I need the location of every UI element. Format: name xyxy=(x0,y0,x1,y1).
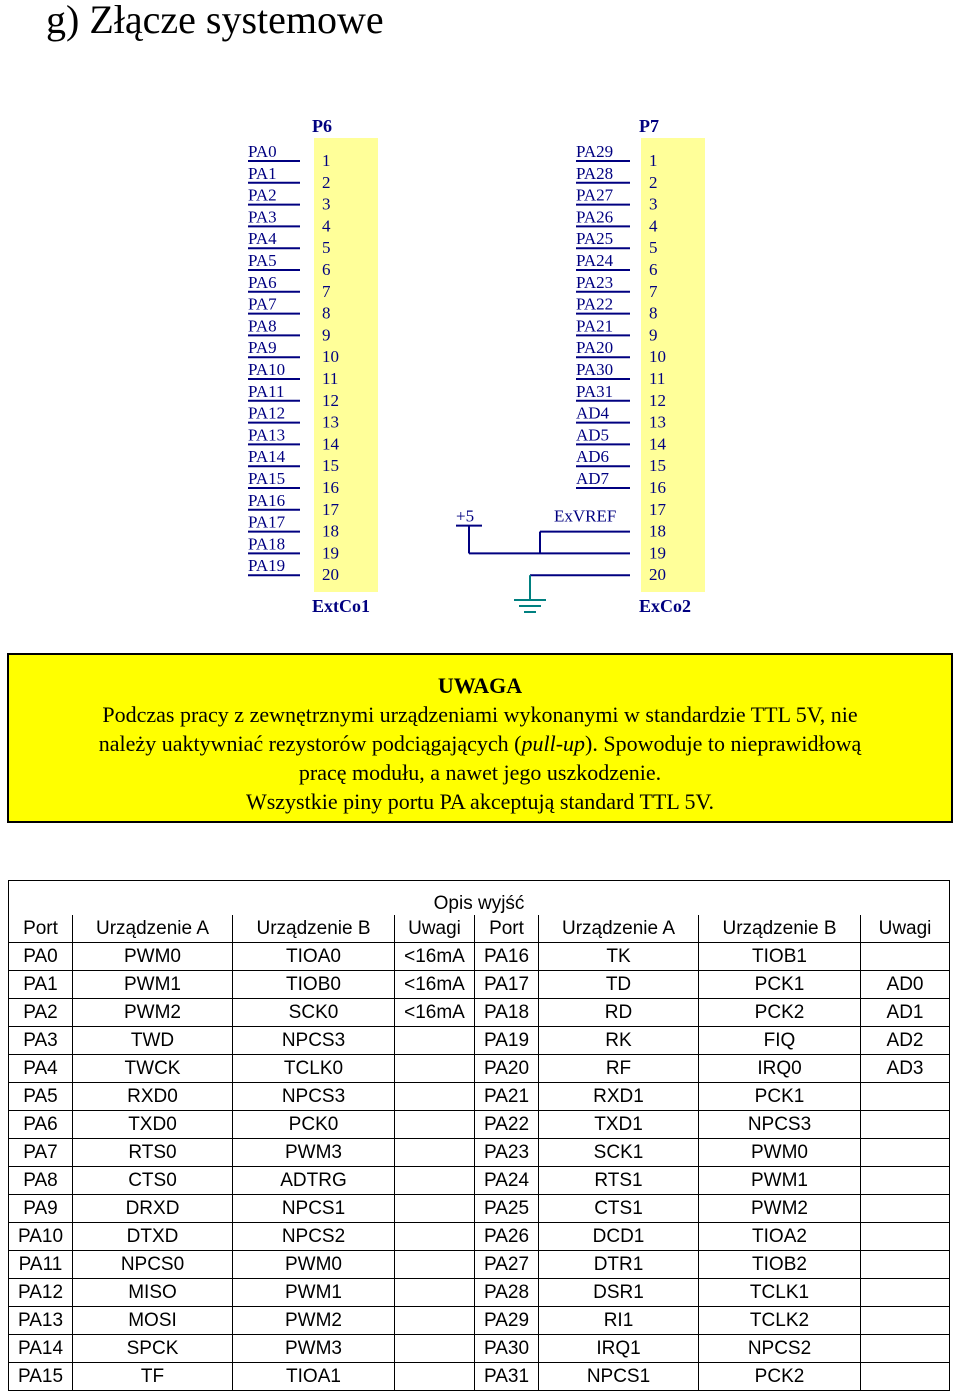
table-row xyxy=(9,1167,950,1195)
table-cell: CTS0 xyxy=(73,1167,233,1195)
table-cell: PCK1 xyxy=(699,1083,861,1111)
header-cell: Urządzenie B xyxy=(233,915,395,943)
table-cell xyxy=(861,1195,950,1223)
table-cell: PA21 xyxy=(475,1083,539,1111)
table-cell xyxy=(861,1111,950,1139)
table-cell xyxy=(395,1363,475,1391)
p7-pin-label: PA26 xyxy=(576,207,614,227)
table-cell: TCLK0 xyxy=(233,1055,395,1083)
p6-pin-label: PA11 xyxy=(248,381,285,401)
table-cell: MISO xyxy=(73,1279,233,1307)
power-wiring xyxy=(456,507,630,612)
table-row xyxy=(9,1279,950,1307)
header-cell: Urządzenie B xyxy=(699,915,861,943)
table-cell: PWM0 xyxy=(73,943,233,971)
table-row xyxy=(9,1083,950,1111)
table-cell: RF xyxy=(539,1055,699,1083)
table-cell xyxy=(395,1055,475,1083)
table-cell: SCK1 xyxy=(539,1139,699,1167)
table-cell: PA8 xyxy=(9,1167,73,1195)
p7-pin-number: 12 xyxy=(649,390,666,410)
table-cell xyxy=(395,1167,475,1195)
table-cell: NPCS0 xyxy=(73,1251,233,1279)
table-row xyxy=(9,1195,950,1223)
table-cell: RK xyxy=(539,1027,699,1055)
p7-pin-label: PA29 xyxy=(576,142,614,161)
table-cell: PA13 xyxy=(9,1307,73,1335)
table-cell xyxy=(861,1167,950,1195)
table-cell: PA3 xyxy=(9,1027,73,1055)
table-cell: TWD xyxy=(73,1027,233,1055)
p6-pin-number: 13 xyxy=(322,412,339,432)
table-cell xyxy=(395,1335,475,1363)
table-row xyxy=(9,1111,950,1139)
table-cell: PA16 xyxy=(475,943,539,971)
table-cell: ADTRG xyxy=(233,1167,395,1195)
table-cell: NPCS3 xyxy=(699,1111,861,1139)
p6-pin-label: PA2 xyxy=(248,185,277,205)
table-cell: IRQ1 xyxy=(539,1335,699,1363)
table-cell: PCK2 xyxy=(699,1363,861,1391)
table-cell: PA11 xyxy=(9,1251,73,1279)
p6-pin-number: 7 xyxy=(322,281,331,301)
p6-pin-number: 20 xyxy=(322,565,339,585)
table-cell: PA19 xyxy=(475,1027,539,1055)
table-cell: PA7 xyxy=(9,1139,73,1167)
p7-pin-number: 3 xyxy=(649,194,658,214)
p6-pin-label: PA19 xyxy=(248,556,286,576)
table-cell: PA2 xyxy=(9,999,73,1027)
table-caption: Opis wyjść xyxy=(9,881,950,916)
p6-pin-label: PA7 xyxy=(248,294,277,314)
table-row xyxy=(9,1055,950,1083)
p6-pin-number: 2 xyxy=(322,172,331,192)
p6-pin-label: PA14 xyxy=(248,447,286,467)
table-row xyxy=(9,1307,950,1335)
p6-pin-number: 8 xyxy=(322,303,331,323)
table-cell: PCK0 xyxy=(233,1111,395,1139)
table-cell: PWM0 xyxy=(233,1251,395,1279)
p6-pin-number: 4 xyxy=(322,216,331,236)
table-cell: CTS1 xyxy=(539,1195,699,1223)
table-cell: <16mA xyxy=(395,971,475,999)
p6-pin-number: 16 xyxy=(322,478,339,497)
table-cell: PWM1 xyxy=(233,1279,395,1307)
p6-pin-number: 10 xyxy=(322,347,339,367)
p6-pin-number: 6 xyxy=(322,260,331,279)
p7-pin-number: 1 xyxy=(649,151,658,170)
table-cell: NPCS2 xyxy=(699,1335,861,1363)
p6-pin-label: PA5 xyxy=(248,251,277,270)
header-cell: Uwagi xyxy=(395,915,475,943)
header-cell: Port xyxy=(475,915,539,943)
warning-box xyxy=(7,653,953,823)
table-cell: TCLK1 xyxy=(699,1279,861,1307)
table-cell: TIOA2 xyxy=(699,1223,861,1251)
p6-pin-label: PA1 xyxy=(248,163,277,183)
p6-pin-number: 15 xyxy=(322,456,339,476)
table-cell xyxy=(861,1083,950,1111)
table-cell xyxy=(395,1027,475,1055)
p7-pin-label: PA28 xyxy=(576,163,614,183)
table-row xyxy=(9,1223,950,1251)
p7-pin-number: 10 xyxy=(649,347,666,367)
p7-pin-label: PA20 xyxy=(576,338,614,358)
connector-p7 xyxy=(576,116,705,616)
outputs-table xyxy=(8,880,950,1391)
p7-pin-number: 13 xyxy=(649,412,666,432)
p7-pin-number: 5 xyxy=(649,238,658,258)
p7-pin-number: 14 xyxy=(649,434,666,454)
table-cell: RD xyxy=(539,999,699,1027)
p7-pin-number: 2 xyxy=(649,172,658,192)
p6-pin-label: PA4 xyxy=(248,229,277,249)
table-cell: PA25 xyxy=(475,1195,539,1223)
p7-pin-number: 20 xyxy=(649,565,666,585)
table-cell: RI1 xyxy=(539,1307,699,1335)
table-row xyxy=(9,999,950,1027)
p7-pin-number: 16 xyxy=(649,478,666,497)
table-cell: PA30 xyxy=(475,1335,539,1363)
p7-pin-number: 6 xyxy=(649,260,658,279)
table-cell: PA28 xyxy=(475,1279,539,1307)
p7-pin-label: PA23 xyxy=(576,272,614,292)
table-cell: PWM3 xyxy=(233,1335,395,1363)
p6-pin-label: PA15 xyxy=(248,469,286,488)
table-cell xyxy=(395,1111,475,1139)
table-cell: PA18 xyxy=(475,999,539,1027)
table-cell: AD2 xyxy=(861,1027,950,1055)
power-label: +5 xyxy=(456,506,475,526)
table-cell: TCLK2 xyxy=(699,1307,861,1335)
table-cell: PA9 xyxy=(9,1195,73,1223)
table-cell: PWM0 xyxy=(699,1139,861,1167)
table-cell: TWCK xyxy=(73,1055,233,1083)
p6-pin-label: PA10 xyxy=(248,360,286,379)
p6-pin-number: 3 xyxy=(322,194,331,214)
p7-pin-label: PA22 xyxy=(576,294,614,314)
table-cell: AD3 xyxy=(861,1055,950,1083)
table-cell xyxy=(395,1223,475,1251)
table-cell: TIOA1 xyxy=(233,1363,395,1391)
header-cell: Urządzenie A xyxy=(539,915,699,943)
p7-pin-number: 9 xyxy=(649,325,658,345)
table-cell: PA0 xyxy=(9,943,73,971)
table-cell: PA5 xyxy=(9,1083,73,1111)
table-cell: PA24 xyxy=(475,1167,539,1195)
table-cell: PA29 xyxy=(475,1307,539,1335)
table-cell: TIOB0 xyxy=(233,971,395,999)
p7-pin-label: PA21 xyxy=(576,316,614,336)
table-cell: PA17 xyxy=(475,971,539,999)
p6-pin-number: 11 xyxy=(322,369,339,388)
table-cell xyxy=(861,943,950,971)
table-cell: <16mA xyxy=(395,999,475,1027)
p6-pin-number: 1 xyxy=(322,151,331,170)
p6-pin-label: PA0 xyxy=(248,142,277,161)
table-cell xyxy=(395,1307,475,1335)
p7-pin-number: 11 xyxy=(649,369,666,388)
p6-pin-label: PA12 xyxy=(248,403,286,423)
warning-line-2: należy uaktywniać rezystorów podciągających (pull-up). Spowoduje to nieprawidłową xyxy=(98,731,862,756)
p7-pin-label: PA30 xyxy=(576,360,614,379)
table-cell: TIOB1 xyxy=(699,943,861,971)
table-cell: AD0 xyxy=(861,971,950,999)
table-cell xyxy=(861,1223,950,1251)
p6-ref: P6 xyxy=(312,116,332,136)
p6-pin-number: 9 xyxy=(322,325,331,345)
p7-pin-label: PA24 xyxy=(576,251,614,270)
table-cell: RXD1 xyxy=(539,1083,699,1111)
p6-pin-number: 12 xyxy=(322,390,339,410)
table-cell: RXD0 xyxy=(73,1083,233,1111)
p7-name: ExCo2 xyxy=(639,596,692,616)
table-cell: NPCS1 xyxy=(539,1363,699,1391)
table-cell: TIOA0 xyxy=(233,943,395,971)
warning-line-1: Podczas pracy z zewnętrznymi urządzeniami wykonanymi w standardzie TTL 5V, nie xyxy=(102,702,858,727)
vref-label: ExVREF xyxy=(554,506,617,526)
table-cell: TK xyxy=(539,943,699,971)
table-cell xyxy=(395,1083,475,1111)
table-row xyxy=(9,1251,950,1279)
table-cell: PWM2 xyxy=(233,1307,395,1335)
p7-pin-number: 17 xyxy=(649,499,666,519)
header-cell: Uwagi xyxy=(861,915,950,943)
table-cell: NPCS3 xyxy=(233,1083,395,1111)
table-cell xyxy=(395,1279,475,1307)
warning-pullup-term: pull-up xyxy=(521,731,586,756)
p7-pin-label: PA31 xyxy=(576,381,614,401)
table-cell: PA22 xyxy=(475,1111,539,1139)
table-cell: DTXD xyxy=(73,1223,233,1251)
table-cell: MOSI xyxy=(73,1307,233,1335)
table-header-row xyxy=(9,915,950,943)
p7-pin-number: 19 xyxy=(649,543,666,563)
p6-pin-number: 5 xyxy=(322,238,331,258)
table-cell: PCK1 xyxy=(699,971,861,999)
p7-ref: P7 xyxy=(639,116,659,136)
p6-pin-label: PA9 xyxy=(248,338,277,358)
table-cell: <16mA xyxy=(395,943,475,971)
warning-line-3: pracę modułu, a nawet jego uszkodzenie. xyxy=(298,760,662,785)
table-cell: PA20 xyxy=(475,1055,539,1083)
table-cell: PA12 xyxy=(9,1279,73,1307)
table-cell: PA10 xyxy=(9,1223,73,1251)
p7-pin-label: AD6 xyxy=(576,447,610,467)
table-cell xyxy=(395,1139,475,1167)
table-cell: IRQ0 xyxy=(699,1055,861,1083)
table-cell xyxy=(395,1195,475,1223)
table-cell: PA4 xyxy=(9,1055,73,1083)
table-cell xyxy=(861,1279,950,1307)
table-body xyxy=(9,943,950,1391)
p6-pin-label: PA8 xyxy=(248,316,277,336)
table-cell: AD1 xyxy=(861,999,950,1027)
table-cell: PWM1 xyxy=(73,971,233,999)
table-cell xyxy=(861,1251,950,1279)
table-cell xyxy=(861,1363,950,1391)
table-cell: PA26 xyxy=(475,1223,539,1251)
p7-pin-number: 15 xyxy=(649,456,666,476)
table-cell: TD xyxy=(539,971,699,999)
table-cell: PCK2 xyxy=(699,999,861,1027)
table-cell: FIQ xyxy=(699,1027,861,1055)
p7-pin-label: AD7 xyxy=(576,469,610,488)
warning-title: UWAGA xyxy=(437,673,523,698)
table-cell: SPCK xyxy=(73,1335,233,1363)
p6-name: ExtCo1 xyxy=(312,596,370,616)
table-cell: NPCS3 xyxy=(233,1027,395,1055)
table-cell: PA31 xyxy=(475,1363,539,1391)
p7-pin-label: PA27 xyxy=(576,185,614,205)
table-cell: PA1 xyxy=(9,971,73,999)
table-cell xyxy=(395,1251,475,1279)
table-cell xyxy=(861,1307,950,1335)
p6-pin-label: PA6 xyxy=(248,272,277,292)
p7-pin-label: AD5 xyxy=(576,425,610,445)
table-row xyxy=(9,971,950,999)
table-cell: PA14 xyxy=(9,1335,73,1363)
warning-line-4: Wszystkie piny portu PA akceptują standard TTL 5V. xyxy=(245,789,715,814)
table-cell: PA23 xyxy=(475,1139,539,1167)
table-row xyxy=(9,1139,950,1167)
table-cell xyxy=(861,1139,950,1167)
p7-pin-number: 7 xyxy=(649,281,658,301)
table-cell: DCD1 xyxy=(539,1223,699,1251)
table-cell: PA27 xyxy=(475,1251,539,1279)
table-cell: SCK0 xyxy=(233,999,395,1027)
connector-schematic xyxy=(0,0,960,640)
table-row xyxy=(9,1335,950,1363)
table-cell: PWM3 xyxy=(233,1139,395,1167)
p6-pin-number: 14 xyxy=(322,434,339,454)
table-row xyxy=(9,1363,950,1391)
table-cell: RTS0 xyxy=(73,1139,233,1167)
p6-pin-number: 19 xyxy=(322,543,339,563)
header-cell: Port xyxy=(9,915,73,943)
header-cell: Urządzenie A xyxy=(73,915,233,943)
table-cell xyxy=(861,1335,950,1363)
p6-pin-label: PA17 xyxy=(248,512,286,532)
table-cell: TIOB2 xyxy=(699,1251,861,1279)
table-row xyxy=(9,943,950,971)
p7-pin-number: 18 xyxy=(649,521,666,541)
p6-pin-label: PA18 xyxy=(248,534,286,554)
p7-pin-number: 8 xyxy=(649,303,658,323)
p7-pin-number: 4 xyxy=(649,216,658,236)
table-cell: DTR1 xyxy=(539,1251,699,1279)
table-cell: PWM1 xyxy=(699,1167,861,1195)
table-cell: PA15 xyxy=(9,1363,73,1391)
table-cell: PWM2 xyxy=(73,999,233,1027)
table-cell: NPCS2 xyxy=(233,1223,395,1251)
table-cell: RTS1 xyxy=(539,1167,699,1195)
table-cell: TXD1 xyxy=(539,1111,699,1139)
table-cell: TXD0 xyxy=(73,1111,233,1139)
table-cell: PWM2 xyxy=(699,1195,861,1223)
table-cell: PA6 xyxy=(9,1111,73,1139)
p6-pin-label: PA16 xyxy=(248,490,286,510)
table-cell: DSR1 xyxy=(539,1279,699,1307)
table-cell: NPCS1 xyxy=(233,1195,395,1223)
p7-pin-label: PA25 xyxy=(576,229,614,249)
p6-pin-number: 18 xyxy=(322,521,339,541)
connector-p6 xyxy=(248,116,378,616)
page-title: g) Złącze systemowe xyxy=(46,0,384,42)
table-cell: TF xyxy=(73,1363,233,1391)
p6-pin-number: 17 xyxy=(322,499,339,519)
p6-pin-label: PA13 xyxy=(248,425,286,445)
p6-pin-label: PA3 xyxy=(248,207,277,227)
p7-pin-label: AD4 xyxy=(576,403,610,423)
table-cell: DRXD xyxy=(73,1195,233,1223)
table-row xyxy=(9,1027,950,1055)
